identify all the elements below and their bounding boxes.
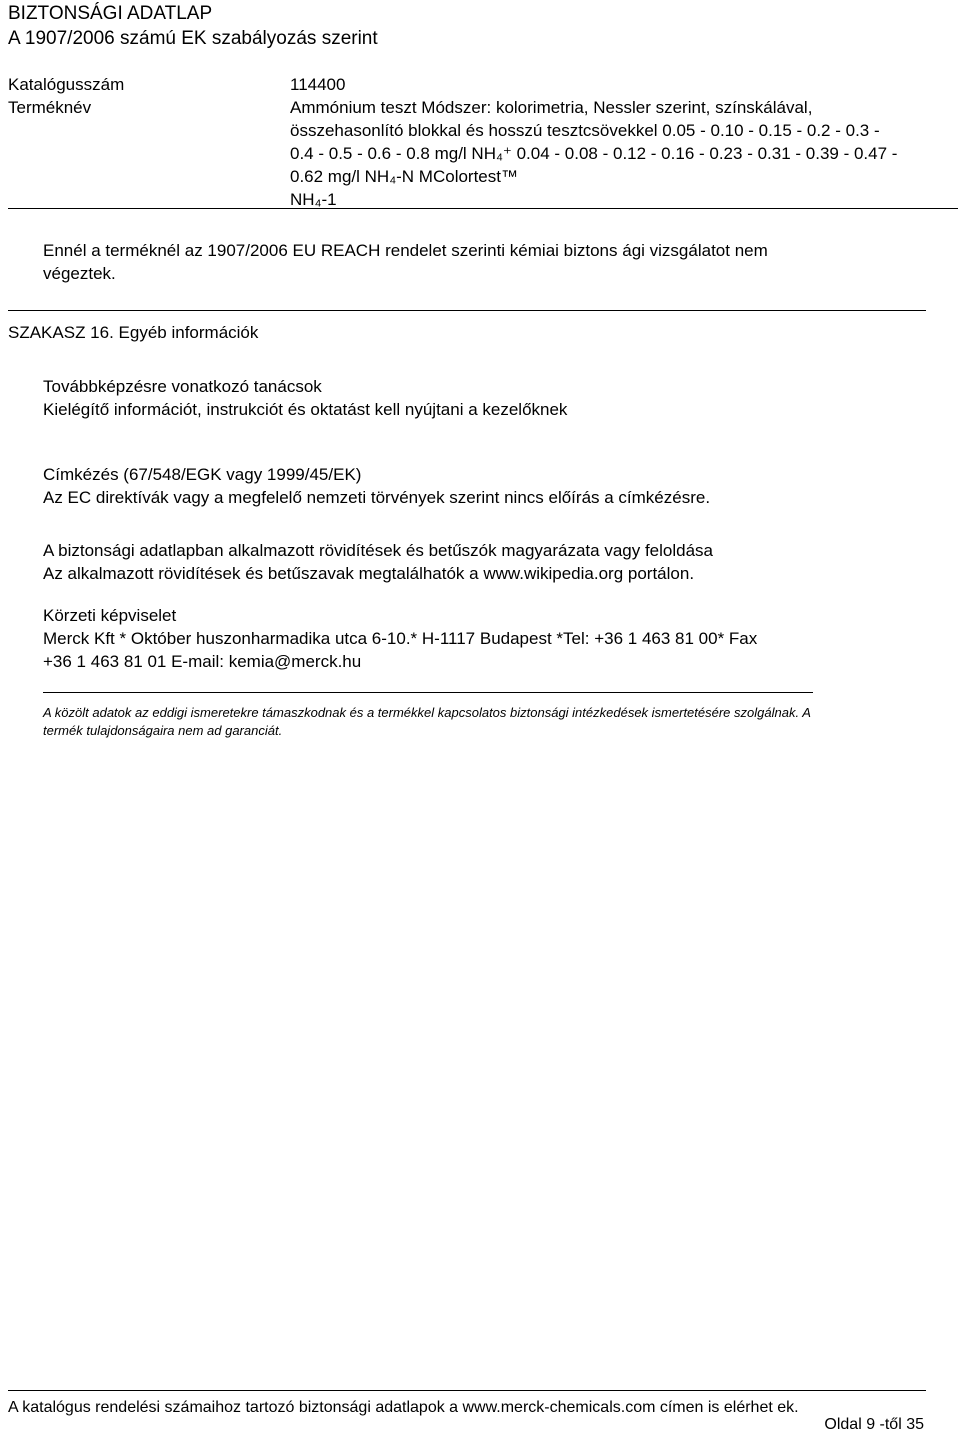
document-subtitle: A 1907/2006 számú EK szabályozás szerint xyxy=(8,28,378,49)
abbreviations-text: Az alkalmazott rövidítések és betűszavak megtalálhatók a www.wikipedia.org portálon. xyxy=(43,564,695,583)
product-name-line-3: 0.4 - 0.5 - 0.6 - 0.8 mg/l NH₄⁺ 0.04 - 0.08 - 0.12 - 0.16 - 0.23 - 0.31 - 0.39 - 0.47 - xyxy=(290,144,898,163)
page-number: Oldal 9 -től 35 xyxy=(824,1416,924,1433)
training-title: Továbbképzésre vonatkozó tanácsok xyxy=(43,377,322,396)
labeling-title: Címkézés (67/548/EGK vagy 1999/45/EK) xyxy=(43,465,362,484)
footer-text: A katalógus rendelési számaihoz tartozó biztonsági adatlapok a www.merck-chemicals.com címen is elérhet ek. xyxy=(8,1399,799,1416)
representative-line-1: Merck Kft * Október huszonharmadika utca 6-10.* H-1117 Budapest *Tel: +36 1 463 81 00* Fax xyxy=(43,629,758,648)
disclaimer-line-2: termék tulajdonságaira nem ad garanciát. xyxy=(43,723,283,738)
section-16-heading: SZAKASZ 16. Egyéb információk xyxy=(8,323,259,342)
reach-note-line-1: Ennél a terméknél az 1907/2006 EU REACH rendelet szerinti kémiai biztons ági vizsgálatot nem xyxy=(43,241,768,260)
reach-note-line-2: végeztek. xyxy=(43,264,116,283)
representative-title: Körzeti képviselet xyxy=(43,606,177,625)
header-divider xyxy=(8,208,958,209)
catalog-number-value: 114400 xyxy=(290,75,346,94)
representative-line-2: +36 1 463 81 01 E-mail: kemia@merck.hu xyxy=(43,652,362,671)
section-divider xyxy=(8,310,926,311)
document-title: BIZTONSÁGI ADATLAP xyxy=(8,3,213,24)
product-name-line-4: 0.62 mg/l NH₄-N MColortest™ xyxy=(290,167,518,186)
abbreviations-title: A biztonsági adatlapban alkalmazott rövidítések és betűszók magyarázata vagy feloldása xyxy=(43,541,714,560)
disclaimer-line-1: A közölt adatok az eddigi ismeretekre támaszkodnak és a termékkel kapcsolatos biztonsági intézkedések ismertetésére szolgálnak. A xyxy=(43,705,811,720)
training-text: Kielégítő információt, instrukciót és oktatást kell nyújtani a kezelőknek xyxy=(43,400,568,419)
product-name-line-1: Ammónium teszt Módszer: kolorimetria, Nessler szerint, színskálával, xyxy=(290,98,813,117)
footer-divider xyxy=(8,1390,926,1391)
catalog-number-label: Katalógusszám xyxy=(8,75,125,94)
labeling-text: Az EC direktívák vagy a megfelelő nemzeti törvények szerint nincs előírás a címkézésre. xyxy=(43,488,711,507)
product-name-line-5: NH₄-1 xyxy=(290,190,337,209)
disclaimer-divider xyxy=(43,692,813,693)
product-name-line-2: összehasonlító blokkal és hosszú tesztcsövekkel 0.05 - 0.10 - 0.15 - 0.2 - 0.3 - xyxy=(290,121,880,140)
product-name-label: Terméknév xyxy=(8,98,92,117)
